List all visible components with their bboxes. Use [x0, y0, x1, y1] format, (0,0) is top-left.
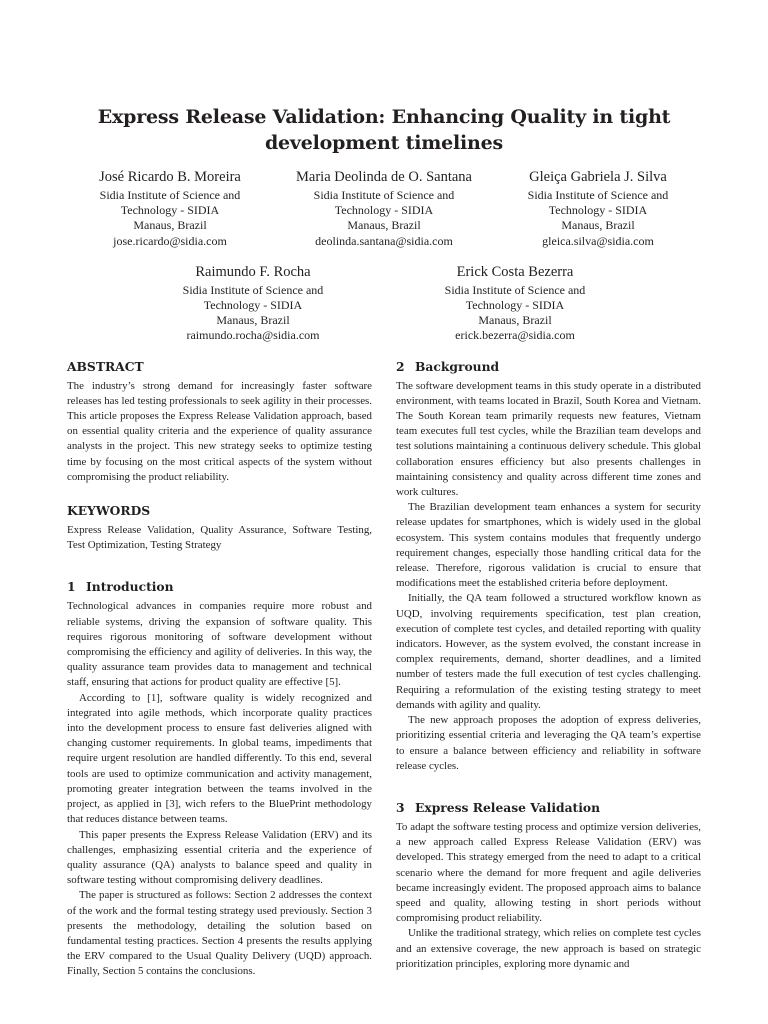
author-location: Manaus, Brazil	[133, 218, 207, 233]
paragraph: The Brazilian development team enhances a system for security release updates for smartphones, which is widely used in the global ecosystem. This system contains modules that frequently undergo requirement changes, especially those handling critical data for the release. Therefore, rigorous validation is crucial to ensure that modifications meet the established criteria before deployment.	[396, 501, 701, 590]
author-name: Raimundo F. Rocha	[195, 263, 311, 280]
section-heading: KEYWORDS	[67, 503, 151, 519]
section-number: 3	[396, 799, 405, 815]
section-heading	[396, 800, 701, 816]
section-number: 2	[396, 358, 405, 374]
author-block	[150, 263, 356, 344]
abstract-section	[67, 359, 372, 485]
author-affiliation	[150, 283, 356, 344]
section-heading	[396, 359, 701, 375]
paragraph: Unlike the traditional strategy, which relies on complete test cycles and an extensive coverage, the new approach is based on strategic prioritization principles, exploring more dynamic and	[396, 927, 701, 970]
author-location: Manaus, Brazil	[347, 218, 421, 233]
author-name: Gleiça Gabriela J. Silva	[529, 169, 667, 185]
author-block	[67, 168, 273, 249]
introduction-section	[67, 579, 372, 979]
author-affiliation	[412, 283, 618, 344]
background-section	[396, 359, 701, 774]
section-title: Express Release Validation	[415, 799, 601, 815]
author-institution: Technology - SIDIA	[548, 203, 648, 218]
author-email[interactable]: deolinda.santana@sidia.com	[315, 233, 453, 248]
right-column	[396, 359, 701, 980]
author-name: Maria Deolinda de O. Santana	[296, 169, 472, 185]
paper-title-line: Express Release Validation: Enhancing Quality in tight	[97, 106, 671, 128]
author-name: Erick Costa Bezerra	[456, 263, 574, 280]
left-column	[67, 359, 372, 980]
authors-row	[67, 168, 701, 249]
author-affiliation	[495, 188, 701, 249]
paragraph: The paper is structured as follows: Section 2 addresses the context of the work and the formal testing strategy used previously. Section 3 presents the methodology, detailing the solution based on fundamental testing practices. Section 4 presents the results applying the ERV compared to the Usual Quality Delivery (UQD) approach. Finally, Section 5 contains the conclusions.	[67, 889, 372, 978]
author-email[interactable]: jose.ricardo@sidia.com	[113, 233, 227, 248]
paragraph: This paper presents the Express Release Validation (ERV) and its challenges, emphasizing essential criteria and the experience of quality assurance (QA) analysts to balance speed and quality in software testing without compromising delivery deadlines.	[67, 828, 372, 887]
author-location: Manaus, Brazil	[478, 313, 552, 328]
author-block	[281, 168, 487, 249]
paper-title-line: development timelines	[264, 132, 504, 154]
author-email[interactable]: erick.bezerra@sidia.com	[455, 328, 575, 343]
author-affiliation	[67, 188, 273, 249]
abstract-text: The industry’s strong demand for increasingly faster software releases has led testing professionals to seek agility in their processes. This article proposes the Express Release Validation approach, based on essential quality criteria and the experience of quality assurance analysts in the project. This new strategy seeks to optimize testing time by focusing on the most critical aspects of the system without compromising the product reliability.	[67, 379, 372, 483]
section-title: Background	[415, 358, 500, 374]
paragraph: To adapt the software testing process and optimize version deliveries, a new approach called Express Release Validation (ERV) was developed. This strategy emerged from the need to adapt to a critical scenario where the demand for more frequent and agile deliveries became increasingly evident. The proposed approach aims to balance speed and quality, allowing testing in short periods without compromising product reliability.	[396, 820, 701, 925]
author-block	[412, 263, 618, 344]
author-email[interactable]: gleica.silva@sidia.com	[542, 233, 654, 248]
author-institution: Technology - SIDIA	[334, 203, 434, 218]
paragraph: Initially, the QA team followed a structured workflow known as UQD, involving requirements specification, test plan creation, execution of complete test cycles, and detailed reporting with quality indicators. However, as the system evolved, the constant increase in complex requirements, demand, shorter deadlines, and a limited number of testers made the full execution of test cycles challenging. Requiring a reformulation of the existing testing strategy to meet demands with agility and quality.	[396, 592, 701, 711]
paper-title	[67, 104, 701, 156]
author-institution: Sidia Institute of Science and	[99, 188, 241, 202]
paragraph: The new approach proposes the adoption of express deliveries, prioritizing essential criteria and leveraging the QA team’s expertise to ensure a balance between efficiency and reliability in software release cycles.	[396, 714, 701, 772]
author-institution: Sidia Institute of Science and	[444, 282, 586, 297]
author-institution: Sidia Institute of Science and	[182, 282, 324, 297]
author-location: Manaus, Brazil	[216, 313, 290, 328]
erv-section	[396, 800, 701, 972]
section-heading: ABSTRACT	[67, 358, 144, 374]
author-institution: Technology - SIDIA	[465, 298, 565, 313]
author-affiliation	[281, 188, 487, 249]
author-institution: Technology - SIDIA	[203, 298, 303, 313]
keywords-text: Express Release Validation, Quality Assurance, Software Testing, Test Optimization, Testing Strategy	[67, 524, 372, 552]
author-email[interactable]: raimundo.rocha@sidia.com	[186, 328, 320, 343]
author-institution: Technology - SIDIA	[120, 203, 220, 218]
author-location: Manaus, Brazil	[561, 218, 635, 233]
two-column-body	[67, 359, 701, 980]
author-name: José Ricardo B. Moreira	[99, 169, 241, 185]
section-number: 1	[67, 579, 76, 595]
paragraph: Technological advances in companies require more robust and reliable systems, driving the expansion of software quality. This requires rigorous monitoring of software development without compromising the efficiency and agility of deliveries. In this way, the quality assurance team provides data to management and technical staff, ensuring that actions for product quality are effective [5].	[67, 600, 372, 689]
paragraph: According to [1], software quality is widely recognized and integrated into agile methods, which incorporate quality practices into the development process to ensure fast deliveries aligned with changing customer requirements. In global teams, impediments that require urgent resolution are handled differently. To this end, several tools are used to optimize communication and activity management, promoting greater integration between the teams involved in the project, as applied in [3], wich refers to the BluePrint methodology that reduces distance between teams.	[67, 691, 372, 826]
section-title: Introduction	[86, 579, 174, 595]
paragraph: The software development teams in this study operate in a distributed environment, with teams located in Brazil, South Korea and Vietnam. The South Korean team primarily requests new features, Vietnam team executes full test cycles, while the Brazilian team develops and test solutions maintaining a continuous delivery schedule. This global collaboration ensures efficiency but also presents challenges in maintaining consistency and quality across different time zones and work cultures.	[396, 379, 701, 499]
authors-row	[67, 263, 701, 344]
author-institution: Sidia Institute of Science and	[313, 188, 455, 202]
keywords-section	[67, 503, 372, 553]
author-institution: Sidia Institute of Science and	[527, 188, 669, 202]
section-heading	[67, 579, 372, 595]
author-block	[495, 168, 701, 249]
